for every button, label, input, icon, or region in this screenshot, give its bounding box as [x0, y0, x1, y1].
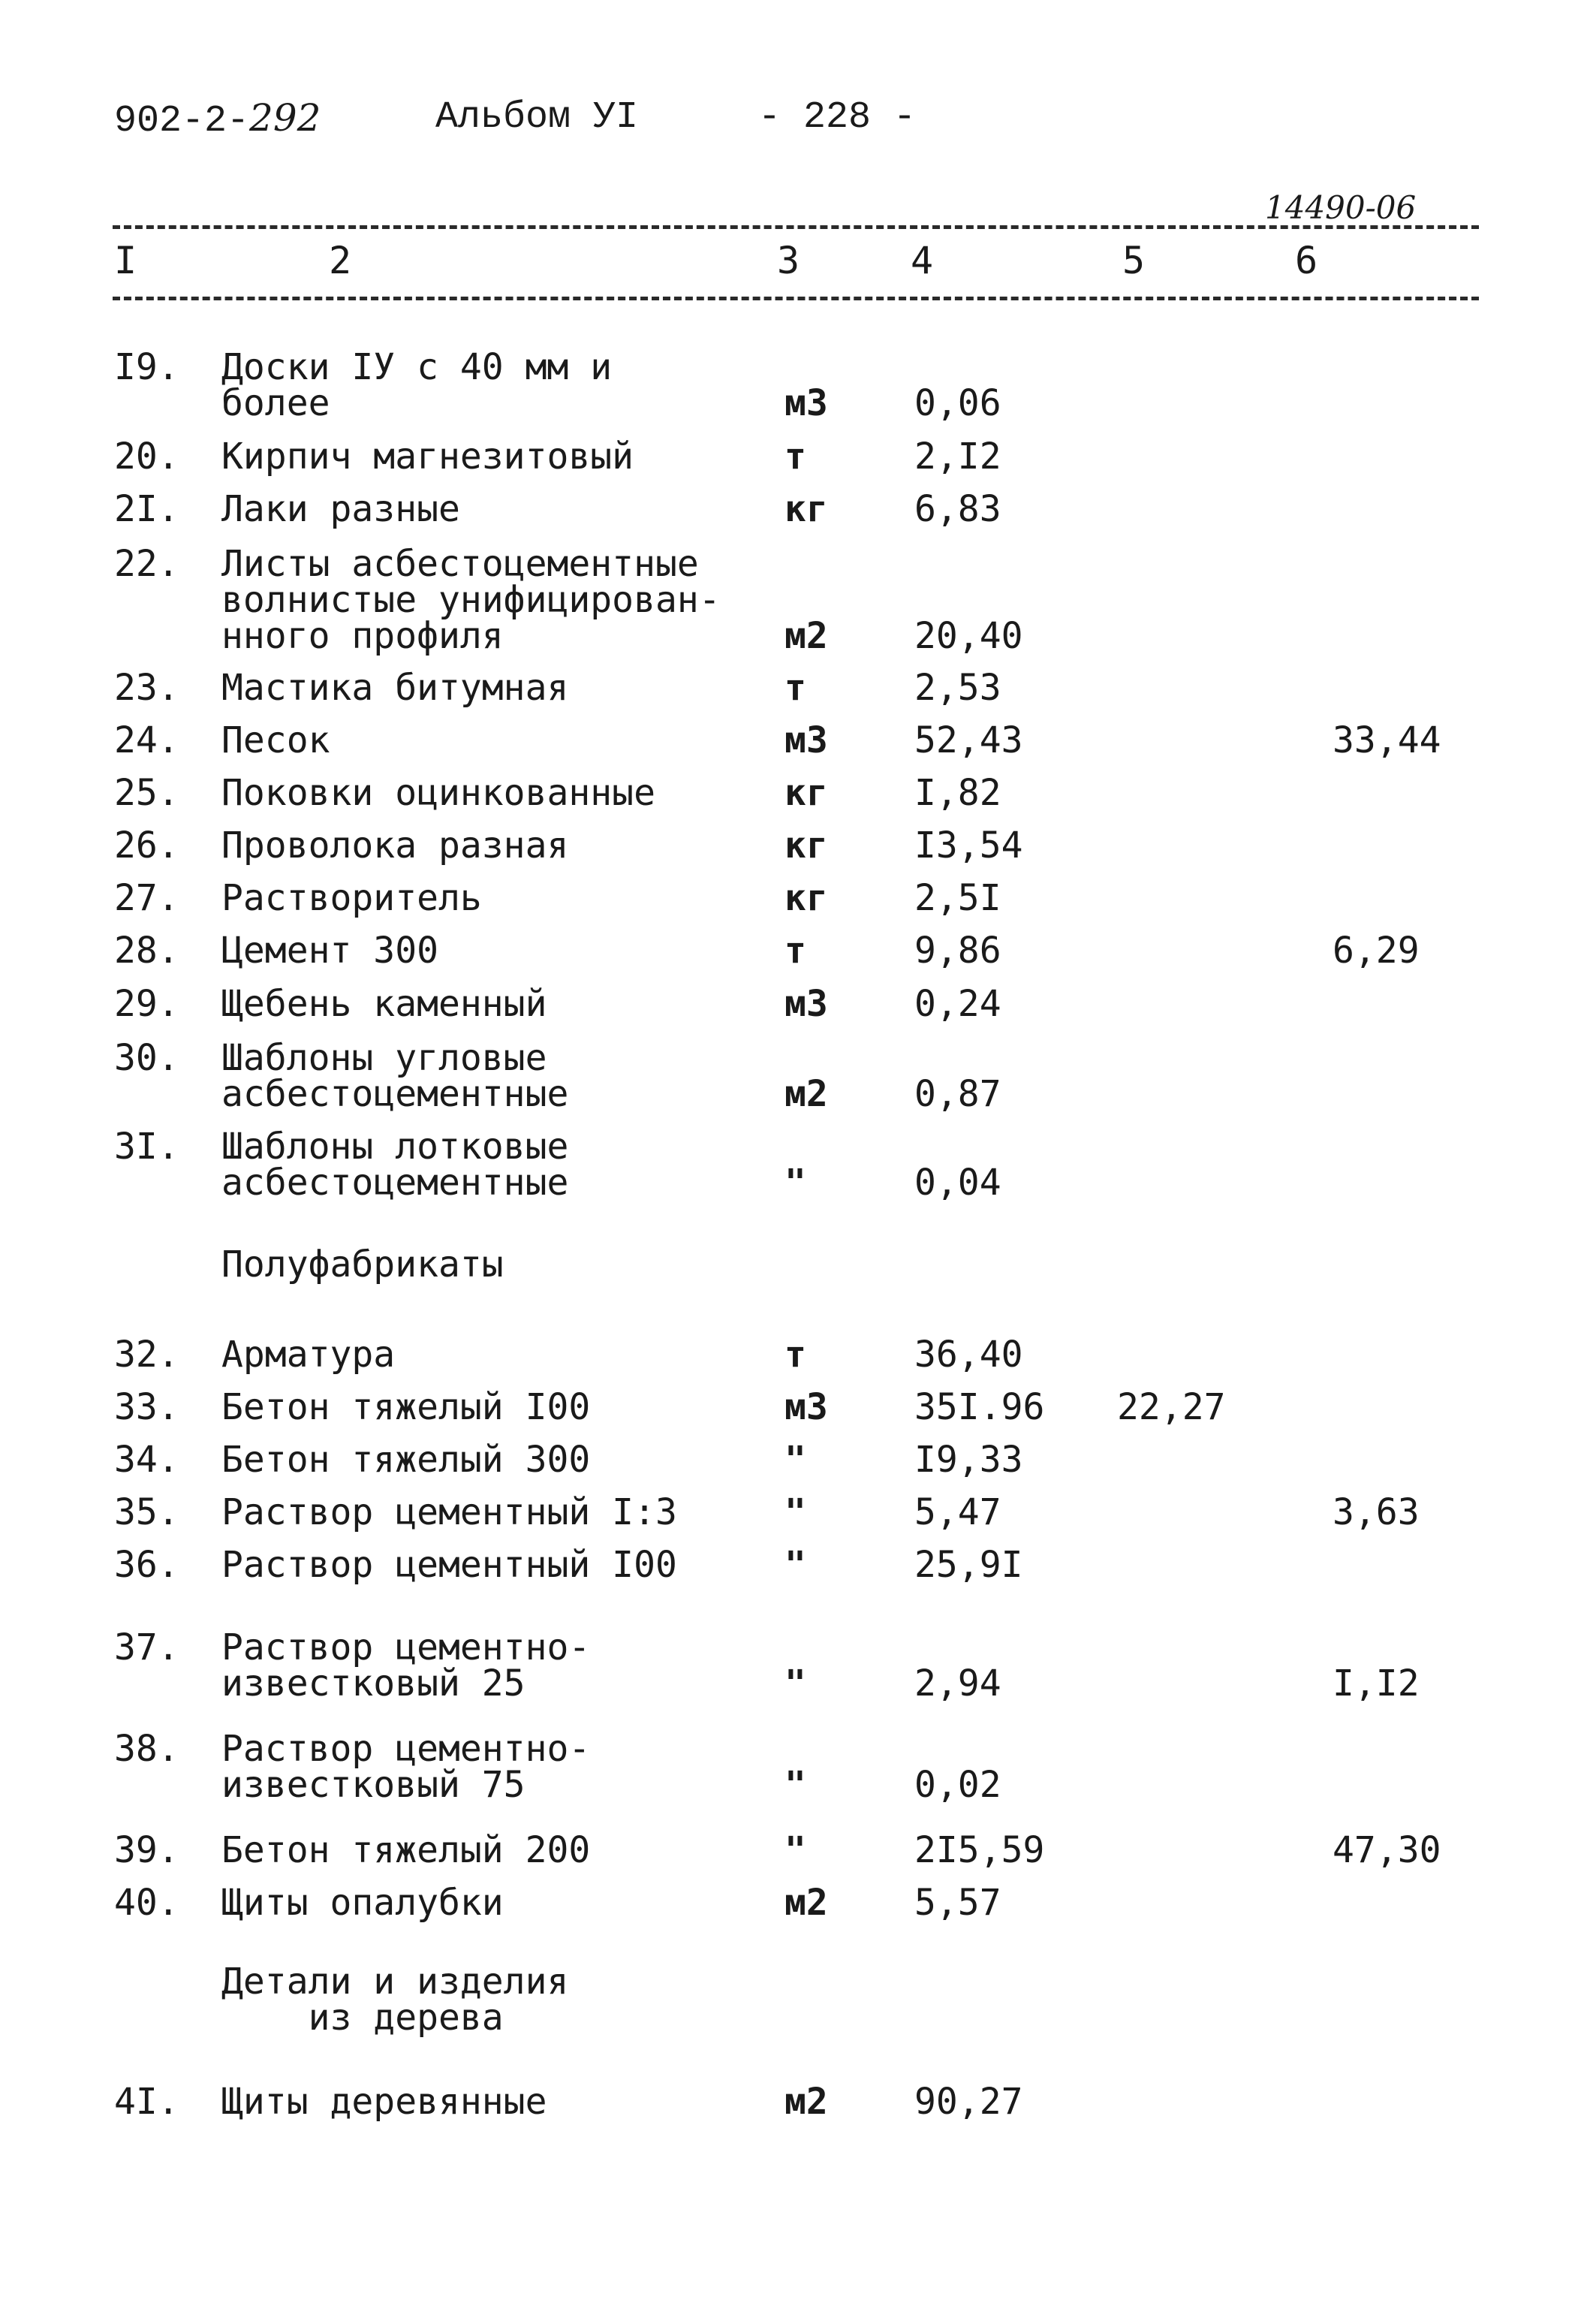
- album-label: Альбом УI: [435, 96, 639, 139]
- item-name: Бетон тяжелый 300: [221, 1439, 591, 1481]
- col-header-6: 6: [1295, 239, 1318, 282]
- item-name: известковый 75: [221, 1764, 525, 1806]
- row-number: 37.: [114, 1626, 179, 1668]
- section-heading-line: Детали и изделия: [221, 1961, 569, 2003]
- col6-cell: 33,44: [1333, 719, 1441, 761]
- item-name: Доски IУ с 40 мм и: [221, 346, 613, 388]
- col-header-2: 2: [329, 239, 352, 282]
- quantity-cell: 0,87: [914, 1073, 1001, 1115]
- unit-cell: м2: [784, 615, 828, 657]
- item-name: асбестоцементные: [221, 1073, 569, 1115]
- quantity-cell: I3,54: [914, 824, 1023, 867]
- item-name: нного профиля: [221, 615, 504, 657]
- item-name: Растворитель: [221, 877, 482, 919]
- unit-cell: кг: [784, 772, 828, 814]
- row-number: 36.: [114, 1544, 179, 1586]
- row-number: 40.: [114, 1882, 179, 1924]
- quantity-cell: 5,47: [914, 1491, 1001, 1533]
- unit-cell: ": [784, 1162, 806, 1204]
- row-number: 30.: [114, 1037, 179, 1079]
- page-number: - 228 -: [758, 96, 917, 139]
- quantity-cell: 0,06: [914, 382, 1001, 424]
- unit-cell: ": [784, 1491, 806, 1533]
- item-name: Щиты опалубки: [221, 1882, 504, 1924]
- quantity-cell: 25,9I: [914, 1544, 1023, 1586]
- row-number: 22.: [114, 543, 179, 585]
- quantity-cell: 5,57: [914, 1882, 1001, 1924]
- unit-cell: т: [784, 1334, 806, 1376]
- item-name: Проволока разная: [221, 824, 569, 867]
- row-number: 29.: [114, 983, 179, 1025]
- unit-cell: ": [784, 1829, 806, 1871]
- row-number: 25.: [114, 772, 179, 814]
- quantity-cell: 2,5I: [914, 877, 1001, 919]
- quantity-cell: 2,53: [914, 667, 1001, 709]
- item-name: Раствор цементный I00: [221, 1544, 677, 1586]
- quantity-cell: I9,33: [914, 1439, 1023, 1481]
- quantity-cell: I,82: [914, 772, 1001, 814]
- unit-cell: м3: [784, 983, 828, 1025]
- row-number: 39.: [114, 1829, 179, 1871]
- quantity-cell: 0,02: [914, 1764, 1001, 1806]
- item-name: Мастика битумная: [221, 667, 569, 709]
- quantity-cell: 90,27: [914, 2081, 1023, 2123]
- item-name: более: [221, 382, 330, 424]
- col6-cell: 6,29: [1333, 930, 1420, 972]
- archive-number: 14490-06: [1265, 189, 1417, 226]
- row-number: 34.: [114, 1439, 179, 1481]
- section-heading-line: Полуфабрикаты: [221, 1243, 504, 1286]
- col-header-1: I: [114, 239, 137, 282]
- quantity-cell: 0,24: [914, 983, 1001, 1025]
- item-name: волнистые унифицирован-: [221, 579, 721, 621]
- unit-cell: м2: [784, 1073, 828, 1115]
- col6-cell: 47,30: [1333, 1829, 1441, 1871]
- item-name: Листы асбестоцементные: [221, 543, 699, 585]
- item-name: Цемент 300: [221, 930, 438, 972]
- header-rule-bottom: [113, 297, 1479, 300]
- unit-cell: т: [784, 436, 806, 478]
- unit-cell: т: [784, 930, 806, 972]
- item-name: известковый 25: [221, 1662, 525, 1705]
- quantity-cell: 52,43: [914, 719, 1023, 761]
- unit-cell: ": [784, 1662, 806, 1705]
- row-number: 38.: [114, 1728, 179, 1770]
- quantity-cell: 2,94: [914, 1662, 1001, 1705]
- row-number: 32.: [114, 1334, 179, 1376]
- col-header-4: 4: [911, 239, 934, 282]
- quantity-cell: 6,83: [914, 488, 1001, 530]
- quantity-cell: 20,40: [914, 615, 1023, 657]
- item-name: Щиты деревянные: [221, 2081, 547, 2123]
- quantity-cell: 36,40: [914, 1334, 1023, 1376]
- unit-cell: м2: [784, 1882, 828, 1924]
- row-number: 27.: [114, 877, 179, 919]
- row-number: 23.: [114, 667, 179, 709]
- unit-cell: кг: [784, 488, 828, 530]
- header-rule-top: [113, 225, 1479, 229]
- row-number: 33.: [114, 1386, 179, 1428]
- item-name: Арматура: [221, 1334, 396, 1376]
- quantity-cell: 2I5,59: [914, 1829, 1045, 1871]
- quantity-cell: 9,86: [914, 930, 1001, 972]
- item-name: Раствор цементно-: [221, 1626, 591, 1668]
- row-number: 26.: [114, 824, 179, 867]
- unit-cell: ": [784, 1764, 806, 1806]
- row-number: 4I.: [114, 2081, 179, 2123]
- item-name: Щебень каменный: [221, 983, 547, 1025]
- item-name: Песок: [221, 719, 330, 761]
- unit-cell: т: [784, 667, 806, 709]
- quantity-cell: 35I.96: [914, 1386, 1045, 1428]
- unit-cell: м3: [784, 1386, 828, 1428]
- item-name: Кирпич магнезитовый: [221, 436, 634, 478]
- unit-cell: ": [784, 1439, 806, 1481]
- item-name: Поковки оцинкованные: [221, 772, 655, 814]
- col6-cell: 3,63: [1333, 1491, 1420, 1533]
- col6-cell: I,I2: [1333, 1662, 1420, 1705]
- row-number: 24.: [114, 719, 179, 761]
- row-number: I9.: [114, 346, 179, 388]
- col-header-5: 5: [1122, 239, 1146, 282]
- item-name: Бетон тяжелый I00: [221, 1386, 591, 1428]
- item-name: Лаки разные: [221, 488, 460, 530]
- row-number: 28.: [114, 930, 179, 972]
- item-name: Бетон тяжелый 200: [221, 1829, 591, 1871]
- item-name: Раствор цементный I:3: [221, 1491, 677, 1533]
- unit-cell: ": [784, 1544, 806, 1586]
- quantity-cell: 0,04: [914, 1162, 1001, 1204]
- doc-code-prefix: 902-2-: [114, 100, 250, 143]
- section-heading-line: из дерева: [221, 1997, 504, 2039]
- item-name: Раствор цементно-: [221, 1728, 591, 1770]
- col-header-3: 3: [777, 239, 800, 282]
- item-name: асбестоцементные: [221, 1162, 569, 1204]
- row-number: 20.: [114, 436, 179, 478]
- doc-code: [114, 96, 321, 143]
- row-number: 2I.: [114, 488, 179, 530]
- doc-code-handwritten: 292: [249, 96, 321, 140]
- unit-cell: кг: [784, 877, 828, 919]
- item-name: Шаблоны лотковые: [221, 1126, 569, 1168]
- unit-cell: м2: [784, 2081, 828, 2123]
- unit-cell: кг: [784, 824, 828, 867]
- unit-cell: м3: [784, 719, 828, 761]
- quantity-cell: 2,I2: [914, 436, 1001, 478]
- row-number: 3I.: [114, 1126, 179, 1168]
- item-name: Шаблоны угловые: [221, 1037, 547, 1079]
- row-number: 35.: [114, 1491, 179, 1533]
- col5-cell: 22,27: [1117, 1386, 1226, 1428]
- unit-cell: м3: [784, 382, 828, 424]
